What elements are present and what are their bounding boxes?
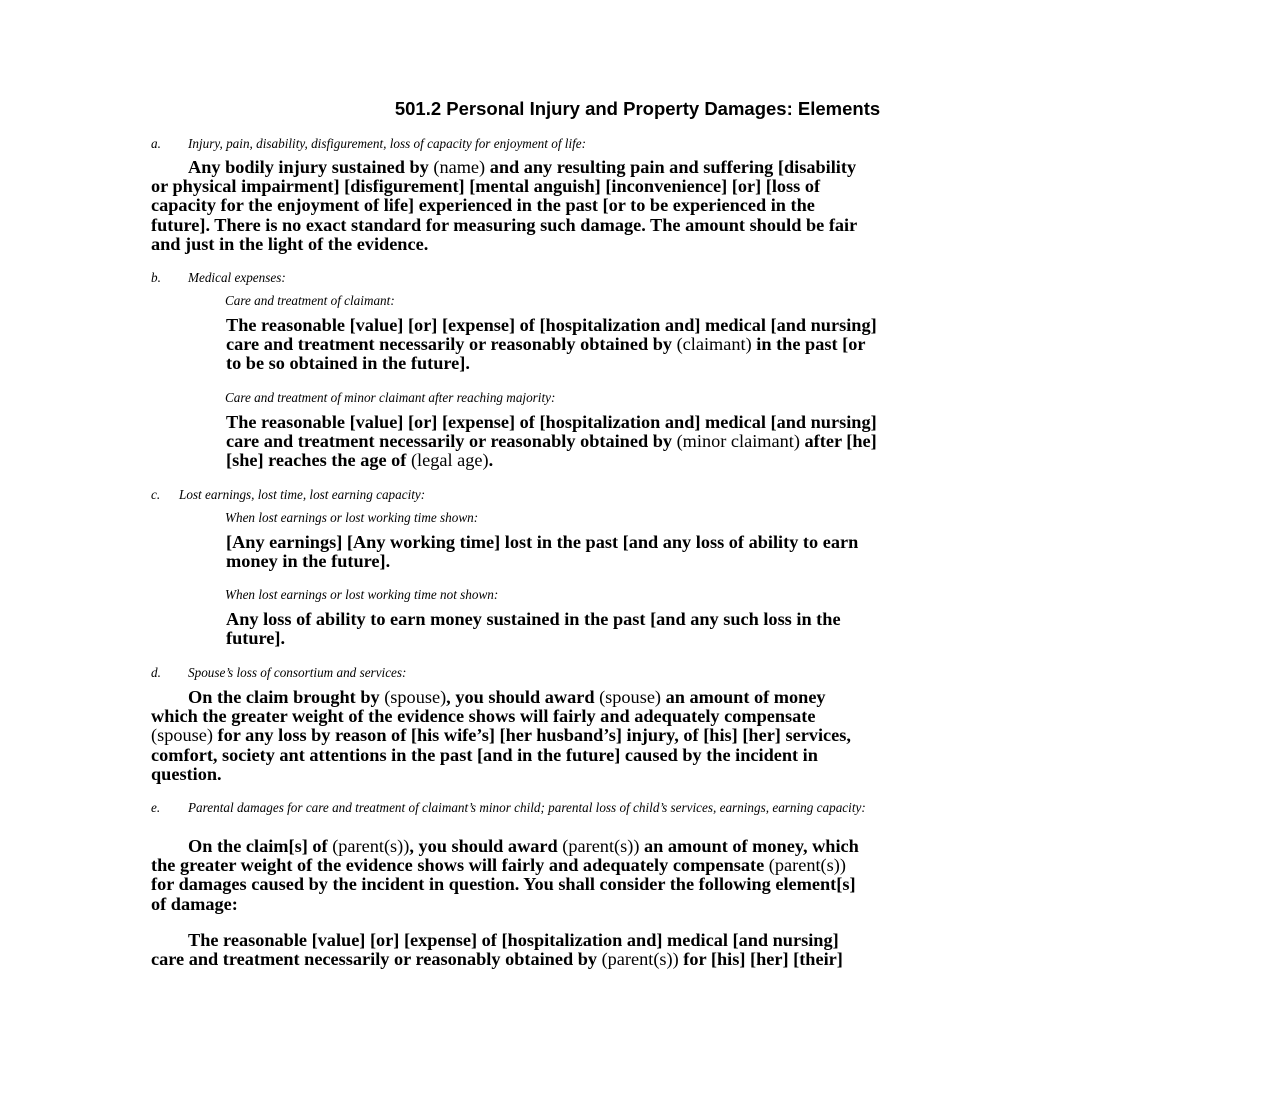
section-e-paragraph-1: [151, 837, 859, 914]
text-run: an amount of money: [661, 687, 826, 707]
text-line: [Any earnings] [Any working time] lost in the past [and any loss of ability to earn: [226, 532, 859, 552]
text-run: Any bodily injury sustained by: [188, 157, 434, 177]
section-d-letter: d.: [151, 665, 161, 680]
text-run: an amount of money, which: [639, 836, 859, 856]
placeholder-parents: (parent(s)): [601, 949, 679, 970]
text-line: The reasonable [value] [or] [expense] of [hospitalization and] medical [and nursing]: [226, 412, 877, 432]
section-d-label: [151, 665, 406, 680]
text-run: for any loss by reason of [his wife’s] [her husband’s] injury, of [his] [her] services,: [212, 725, 851, 746]
text-line: future]. There is no exact standard for measuring such damage. The amount should be fair: [151, 214, 858, 235]
section-e-paragraph-2: [151, 931, 843, 969]
section-e-label: [151, 800, 1091, 815]
text-run: care and treatment necessarily or reasonably obtained by: [151, 949, 602, 970]
section-b-paragraph-1: [226, 316, 877, 374]
page-title: 501.2 Personal Injury and Property Damages: Elements: [394, 98, 881, 119]
text-run: and any resulting pain and suffering [disability: [485, 157, 857, 177]
text-line: which the greater weight of the evidence shows will fairly and adequately compensate: [151, 706, 816, 727]
section-e-label-text: Parental damages for care and treatment of claimant’s minor child; parental loss of child’s services, earnings, earning capacity:: [188, 800, 866, 815]
text-run: , you should award: [446, 687, 600, 707]
section-c-sublabel-2: When lost earnings or lost working time not shown:: [225, 587, 499, 602]
section-b-sublabel-1: Care and treatment of claimant:: [225, 293, 395, 308]
placeholder-spouse: (spouse): [151, 725, 213, 746]
text-run: care and treatment necessarily or reasonably obtained by: [226, 431, 677, 452]
section-a-label-text: Injury, pain, disability, disfigurement, loss of capacity for enjoyment of life:: [188, 136, 587, 151]
section-a-paragraph: [151, 158, 857, 254]
text-line: money in the future].: [226, 551, 391, 572]
placeholder-spouse: (spouse): [384, 687, 447, 707]
text-line: The reasonable [value] [or] [expense] of [hospitalization and] medical [and nursing]: [226, 315, 877, 335]
text-line: comfort, society ant attentions in the past [and in the future] caused by the incident in: [151, 744, 818, 765]
placeholder-parents: (parent(s)): [768, 855, 846, 876]
text-line: Any loss of ability to earn money sustained in the past [and any such loss in the: [226, 609, 841, 629]
section-b-paragraph-2: [226, 413, 877, 471]
section-d-paragraph: [151, 688, 851, 784]
text-line: capacity for the enjoyment of life] experienced in the past [or to be experienced in the: [151, 195, 815, 216]
text-run: , you should award: [409, 836, 563, 856]
placeholder-legal-age: (legal age): [410, 450, 489, 471]
section-b-letter: b.: [151, 270, 161, 285]
text-line: future].: [226, 628, 286, 649]
text-line: to be so obtained in the future].: [226, 353, 470, 374]
text-run: On the claim[s] of: [188, 836, 333, 856]
text-run: the greater weight of the evidence shows will fairly and adequately compensate: [151, 855, 769, 876]
text-line: for damages caused by the incident in question. You shall consider the following element[s]: [151, 874, 856, 895]
section-e-letter: e.: [151, 800, 161, 815]
placeholder-minor-claimant: (minor claimant): [676, 431, 800, 452]
section-b-label: [151, 270, 286, 285]
section-c-label: [151, 487, 425, 502]
text-run: for [his] [her] [their]: [678, 949, 843, 970]
section-c-sublabel-1: When lost earnings or lost working time shown:: [225, 510, 479, 525]
text-run: care and treatment necessarily or reasonably obtained by: [226, 334, 677, 355]
placeholder-name: (name): [433, 157, 486, 177]
placeholder-claimant: (claimant): [676, 334, 752, 355]
placeholder-parents: (parent(s)): [562, 836, 640, 856]
section-d-label-text: Spouse’s loss of consortium and services:: [188, 665, 407, 680]
text-run: [she] reaches the age of: [226, 450, 411, 471]
section-c-letter: c.: [151, 487, 161, 502]
section-b-label-text: Medical expenses:: [188, 270, 286, 285]
text-run: after [he]: [799, 431, 877, 452]
text-line: The reasonable [value] [or] [expense] of [hospitalization and] medical [and nursing]: [188, 930, 839, 950]
section-c-label-text: Lost earnings, lost time, lost earning capacity:: [179, 487, 426, 502]
section-b-sublabel-2: Care and treatment of minor claimant after reaching majority:: [225, 390, 556, 405]
text-run: in the past [or: [751, 334, 866, 355]
section-a-label: [151, 136, 586, 151]
text-line: or physical impairment] [disfigurement] [mental anguish] [inconvenience] [or] [loss of: [151, 176, 821, 197]
placeholder-parents: (parent(s)): [332, 836, 410, 856]
text-line: question.: [151, 763, 222, 784]
text-run: On the claim brought by: [188, 687, 385, 707]
placeholder-spouse: (spouse): [599, 687, 662, 707]
text-line: of damage:: [151, 893, 238, 914]
text-line: and just in the light of the evidence.: [151, 233, 429, 254]
section-a-letter: a.: [151, 136, 161, 151]
section-c-paragraph-1: [226, 533, 858, 571]
text-run: .: [488, 450, 494, 471]
section-c-paragraph-2: [226, 610, 841, 648]
